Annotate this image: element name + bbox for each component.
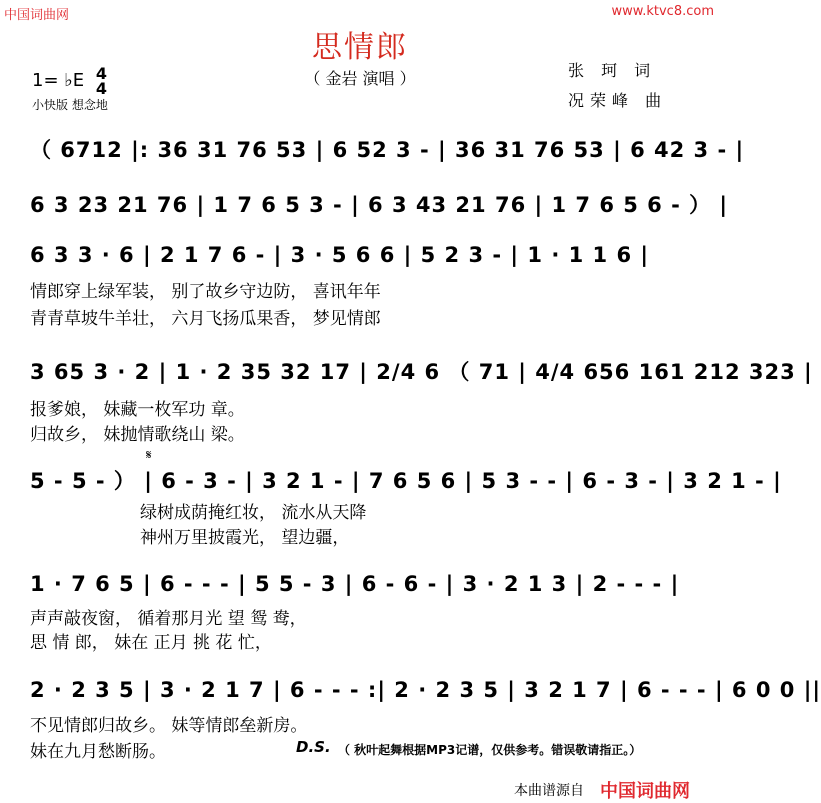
singer-credit: （ 金岩 演唱 ） <box>304 69 416 88</box>
dal-segno-mark: D.S. <box>296 738 331 756</box>
key-label: 1= ♭E <box>32 70 85 91</box>
score-row-6: 1 · 7 6 5 | 6 - - - | 5 5 - 3 | 6 - 6 - | 3 · 2 1 3 | 2 - - - | <box>30 572 680 596</box>
segno-sign: 𝄋 <box>146 448 152 463</box>
site-watermark-top-right: www.ktvc8.com <box>611 4 714 19</box>
lyric-line: 情郎穿上绿军装， 别了故乡守边防， 喜讯年年 <box>30 282 381 302</box>
lyric-line: 报爹娘， 妹藏一枚军功 章。 <box>30 400 245 420</box>
site-watermark-top-left: 中国词曲网 <box>4 8 70 23</box>
score-row-1: （ 6712 |: 36 31 76 53 | 6 52 3 - | 36 31 76 53 | 6 42 3 - | <box>30 138 745 162</box>
time-signature-top: 4 <box>95 64 107 83</box>
source-label: 本曲谱源自 <box>514 783 584 799</box>
lyric-line: 绿树成荫掩红妆， 流水从天降 <box>140 503 367 523</box>
site-watermark-bottom: 中国词曲网 <box>600 781 690 802</box>
tempo-marking: 小快版 想念地 <box>32 98 108 112</box>
song-title: 思情郎 <box>312 30 408 65</box>
lyric-line: 归故乡， 妹抛情歌绕山 梁。 <box>30 425 245 445</box>
lyric-line: 妹在九月愁断肠。 <box>30 742 166 762</box>
lyric-line: 不见情郎归故乡。 妹等情郎垒新房。 <box>30 716 308 736</box>
time-signature-bottom: 4 <box>95 79 107 98</box>
lyric-line: 思 情 郎， 妹在 正月 挑 花 忙， <box>30 633 272 653</box>
score-row-3: 6 3 3 · 6 | 2 1 7 6 - | 3 · 5 6 6 | 5 2 3 - | 1 · 1 1 6 | <box>30 243 650 267</box>
lyric-line: 青青草坡牛羊壮， 六月飞扬瓜果香， 梦见情郎 <box>30 309 381 329</box>
lyric-line: 神州万里披霞光， 望边疆， <box>140 528 350 548</box>
lyricist-credit: 张 珂 词 <box>568 61 657 80</box>
composer-credit: 况荣峰 曲 <box>568 91 668 110</box>
score-row-4: 3 65 3 · 2 | 1 · 2 35 32 17 | 2/4 6 （ 71 | 4/4 656 161 212 323 | <box>30 360 813 384</box>
key-signature <box>32 66 107 96</box>
score-row-5: 5 - 5 - ） | 6 - 3 - | 3 2 1 - | 7 6 5 6 | 5 3 - - | 6 - 3 - | 3 2 1 - | <box>30 469 782 493</box>
transcription-note: （ 秋叶起舞根据MP3记谱，仅供参考。错误敬请指正。） <box>338 743 642 757</box>
lyric-line: 声声敲夜窗， 循着那月光 望 鸳 鸯， <box>30 609 307 629</box>
time-signature <box>96 66 107 96</box>
score-row-7: 2 · 2 3 5 | 3 · 2 1 7 | 6 - - - :| 2 · 2 3 5 | 3 2 1 7 | 6 - - - | 6 0 0 || <box>30 678 821 702</box>
score-row-2: 6 3 23 21 76 | 1 7 6 5 3 - | 6 3 43 21 76 | 1 7 6 5 6 - ） | <box>30 193 729 217</box>
